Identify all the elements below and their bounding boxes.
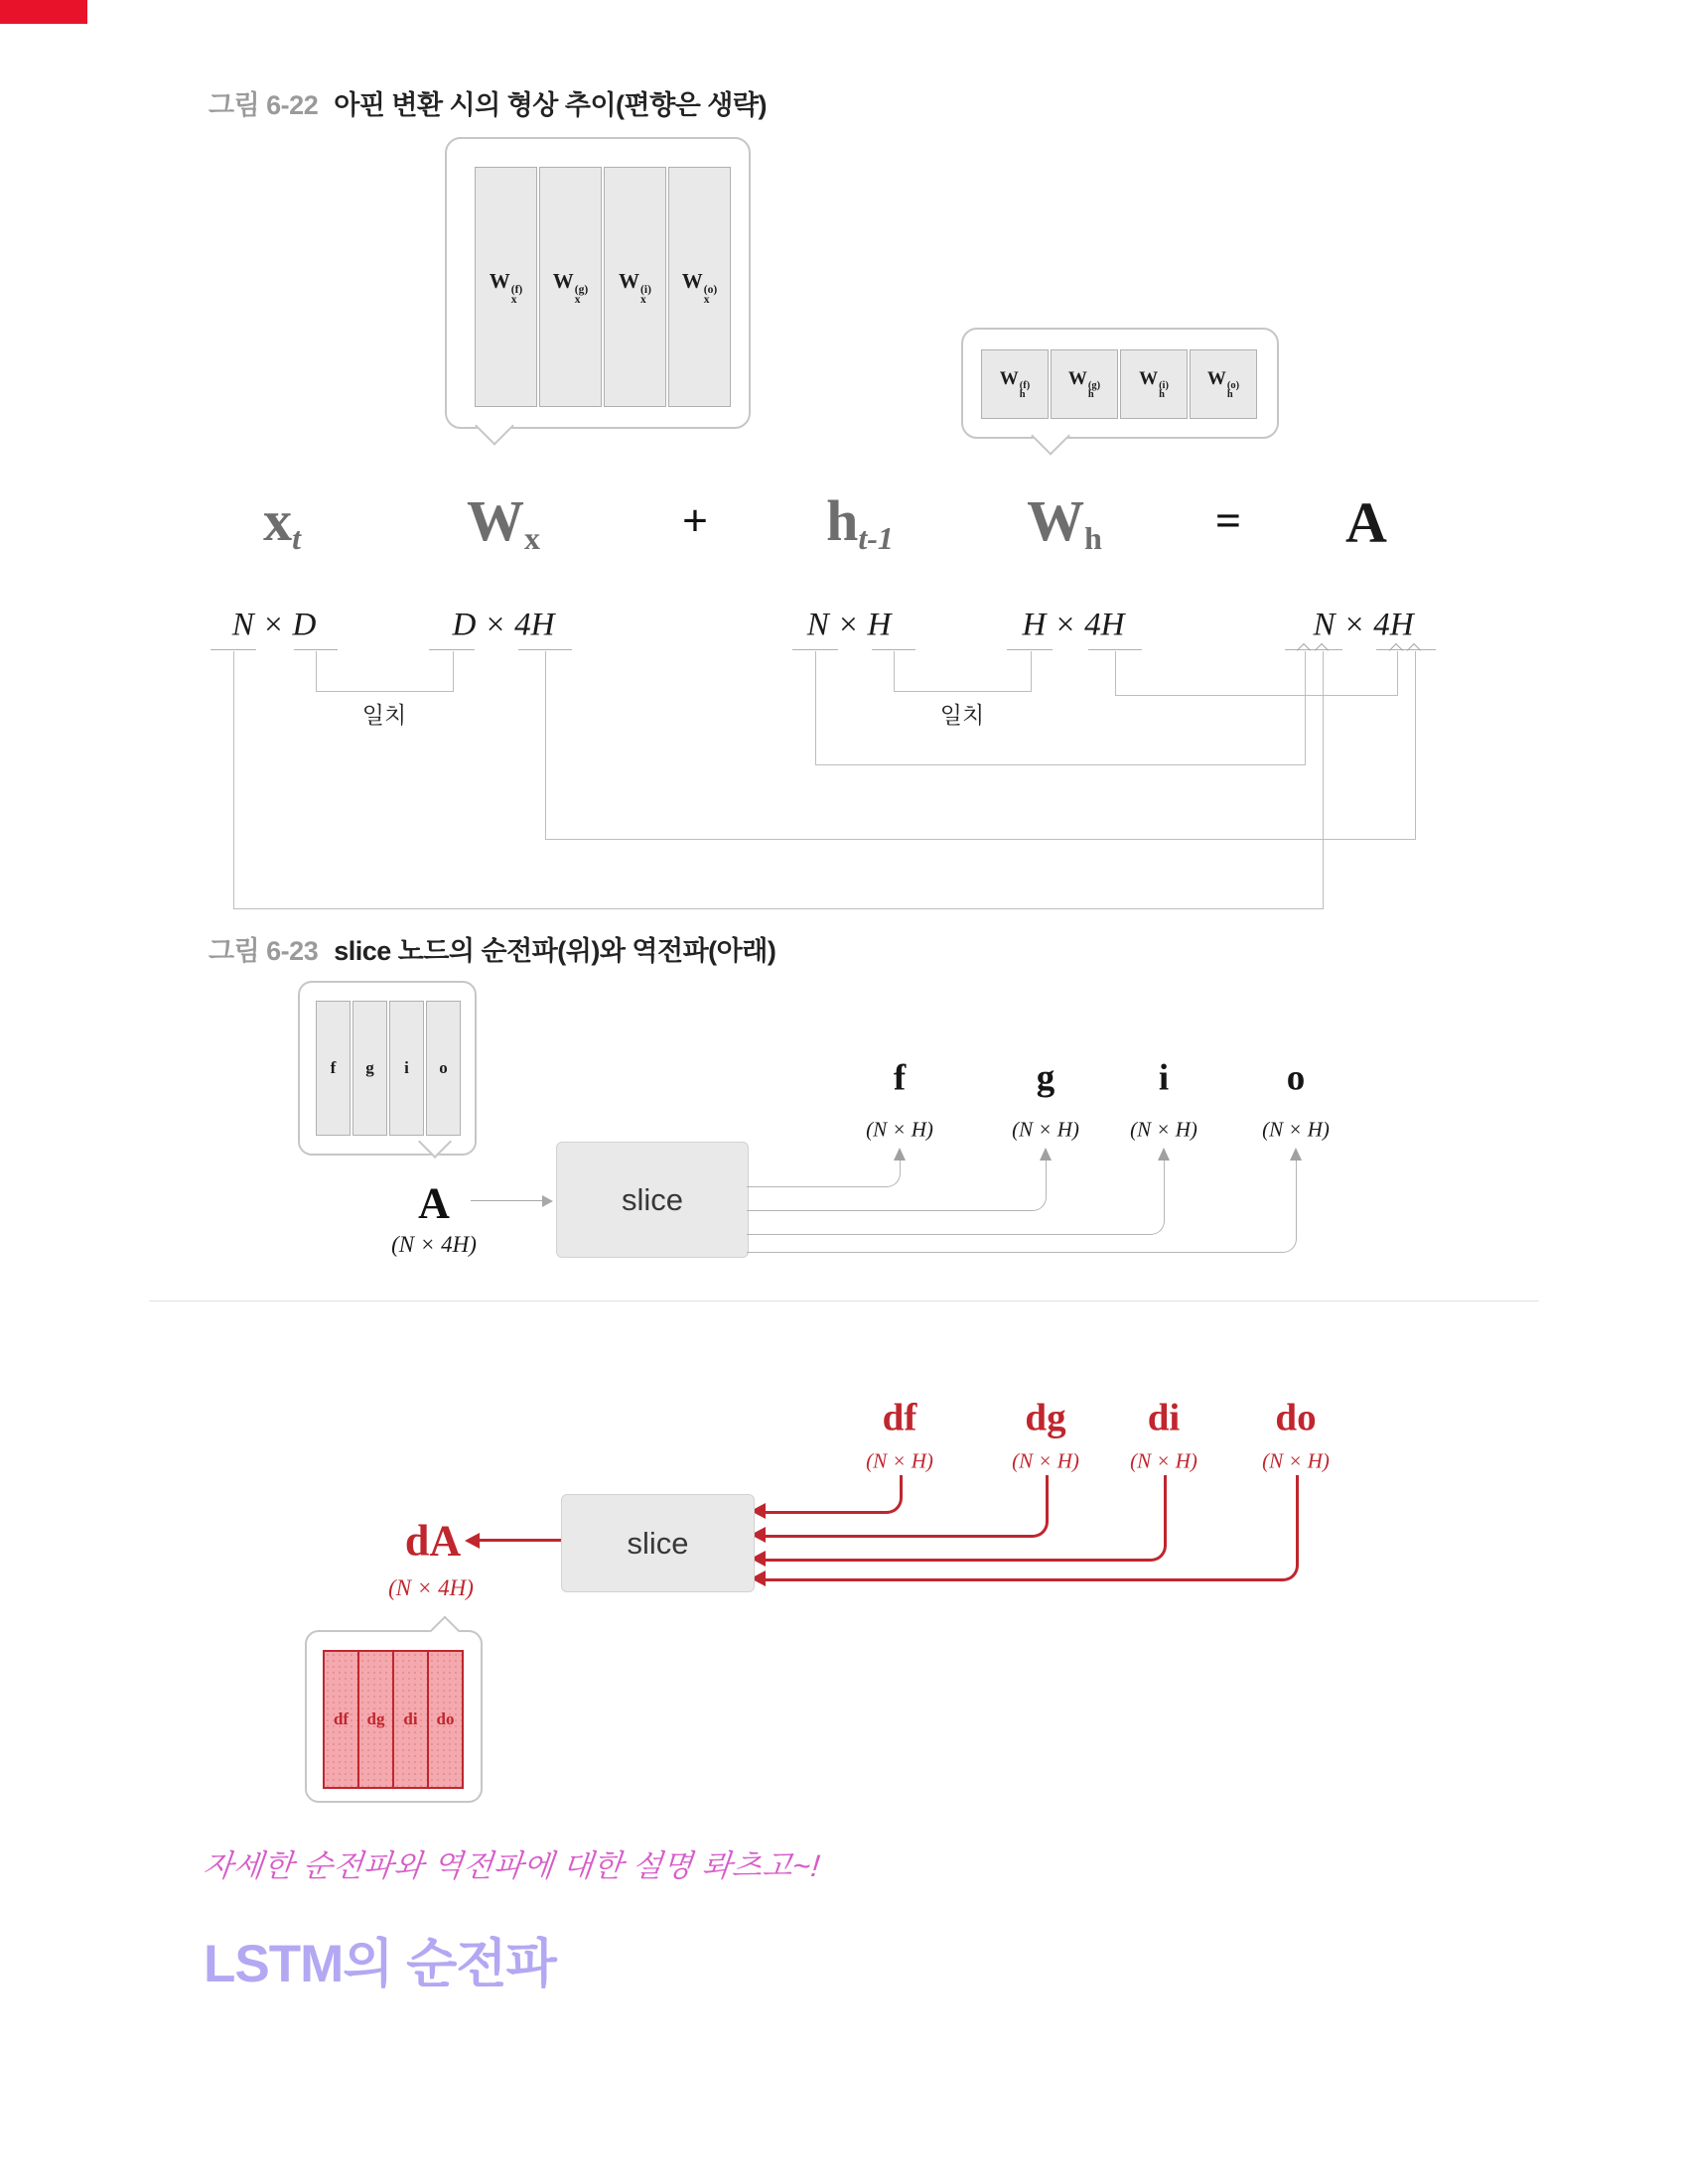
slice-node-backward	[561, 1494, 755, 1592]
underline	[1088, 649, 1142, 650]
grad-do-label: do	[1275, 1396, 1317, 1439]
fig22-caption-number: 그림 6-22	[209, 90, 319, 120]
grad-line-do	[765, 1475, 1299, 1581]
route-xtn-to-a	[233, 651, 1324, 909]
equation-term-a: A	[1345, 489, 1387, 555]
output-f-dim: (N × H)	[866, 1117, 933, 1142]
fig23-caption-text: slice 노드의 순전파(위)와 역전파(아래)	[334, 936, 776, 966]
gate-col-f: f	[316, 1001, 351, 1136]
grad-di-dim: (N × H)	[1130, 1448, 1197, 1473]
slice-node-forward	[556, 1142, 749, 1258]
underline	[211, 649, 256, 650]
wh-col-o: W (o) h	[1190, 349, 1257, 419]
equation-term-xt: xt	[263, 488, 301, 556]
dim-label-ht: N × H	[806, 607, 892, 643]
left-arrow-icon	[465, 1533, 480, 1549]
arrow-slice-to-da	[479, 1539, 561, 1542]
match-label-right: 일치	[939, 702, 985, 728]
wh-col-g: W (g) h	[1051, 349, 1118, 419]
input-a-label: A	[418, 1178, 450, 1228]
arrow-right-icon	[542, 1195, 553, 1207]
grad-dg-dim: (N × H)	[1012, 1448, 1079, 1473]
output-f-label: f	[893, 1057, 907, 1099]
da-dim: (N × 4H)	[388, 1575, 474, 1600]
section-divider	[149, 1300, 1539, 1301]
up-arrow-icon	[1158, 1148, 1170, 1160]
corner-tab	[0, 0, 87, 24]
arrow-a-to-slice	[471, 1200, 542, 1201]
slice-node-label: slice	[627, 1525, 689, 1561]
grad-do-dim: (N × H)	[1262, 1448, 1330, 1473]
grad-col-do: do	[427, 1650, 464, 1789]
slice-node-label: slice	[621, 1181, 683, 1217]
underline	[294, 649, 338, 650]
underline	[518, 649, 572, 650]
output-g-label: g	[1036, 1057, 1055, 1099]
output-i-dim: (N × H)	[1130, 1117, 1197, 1142]
wh-col-f: W (f) h	[981, 349, 1049, 419]
dim-label-xt: N × D	[231, 607, 317, 643]
note-text: 자세한 순전파와 역전파에 대한 설명 롸츠고~!	[201, 1848, 822, 1883]
grad-df-dim: (N × H)	[866, 1448, 933, 1473]
dim-label-wx: D × 4H	[452, 607, 555, 643]
dim-label-a: N × 4H	[1313, 607, 1414, 643]
fig23-caption-number: 그림 6-23	[209, 936, 319, 966]
grad-dg-label: dg	[1025, 1396, 1066, 1439]
equation-equals-sign: =	[1214, 494, 1242, 546]
input-a-dim: (N × 4H)	[391, 1232, 477, 1257]
up-arrow-icon	[1290, 1148, 1302, 1160]
grad-df-label: df	[882, 1396, 917, 1439]
wx-col-f: W (f) x	[475, 167, 537, 407]
output-line-o	[747, 1160, 1297, 1253]
fig23-caption	[209, 929, 775, 968]
equation-plus-sign: +	[681, 494, 709, 546]
equation-term-wx: Wx	[467, 488, 540, 556]
wx-col-i: W (i) x	[604, 167, 666, 407]
fig22-caption-text: 아핀 변환 시의 형상 추이(편향은 생략)	[334, 90, 767, 120]
up-arrow-icon	[894, 1148, 906, 1160]
up-arrow-icon	[1040, 1148, 1052, 1160]
gate-col-o: o	[426, 1001, 461, 1136]
output-o-label: o	[1286, 1057, 1306, 1099]
gate-col-g: g	[352, 1001, 387, 1136]
wx-col-o: W (o) x	[668, 167, 731, 407]
dim-label-wh: H × 4H	[1022, 607, 1125, 643]
grad-di-label: di	[1147, 1396, 1181, 1439]
equation-term-ht: ht-1	[826, 488, 894, 556]
output-g-dim: (N × H)	[1012, 1117, 1079, 1142]
equation-term-wh: Wh	[1027, 488, 1102, 556]
da-label: dA	[404, 1516, 462, 1566]
grad-col-di: di	[392, 1650, 429, 1789]
underline	[429, 649, 475, 650]
match-label-left: 일치	[361, 702, 407, 728]
output-o-dim: (N × H)	[1262, 1117, 1330, 1142]
underline	[1007, 649, 1053, 650]
output-i-label: i	[1158, 1057, 1170, 1099]
section-heading: LSTM의 순전파	[204, 1935, 556, 1993]
wx-col-g: W (g) x	[539, 167, 602, 407]
wh-col-i: W (i) h	[1120, 349, 1188, 419]
gate-col-i: i	[389, 1001, 424, 1136]
grad-col-dg: dg	[357, 1650, 394, 1789]
grad-col-df: df	[323, 1650, 359, 1789]
underline	[872, 649, 915, 650]
underline	[792, 649, 838, 650]
fig22-caption	[209, 83, 767, 122]
